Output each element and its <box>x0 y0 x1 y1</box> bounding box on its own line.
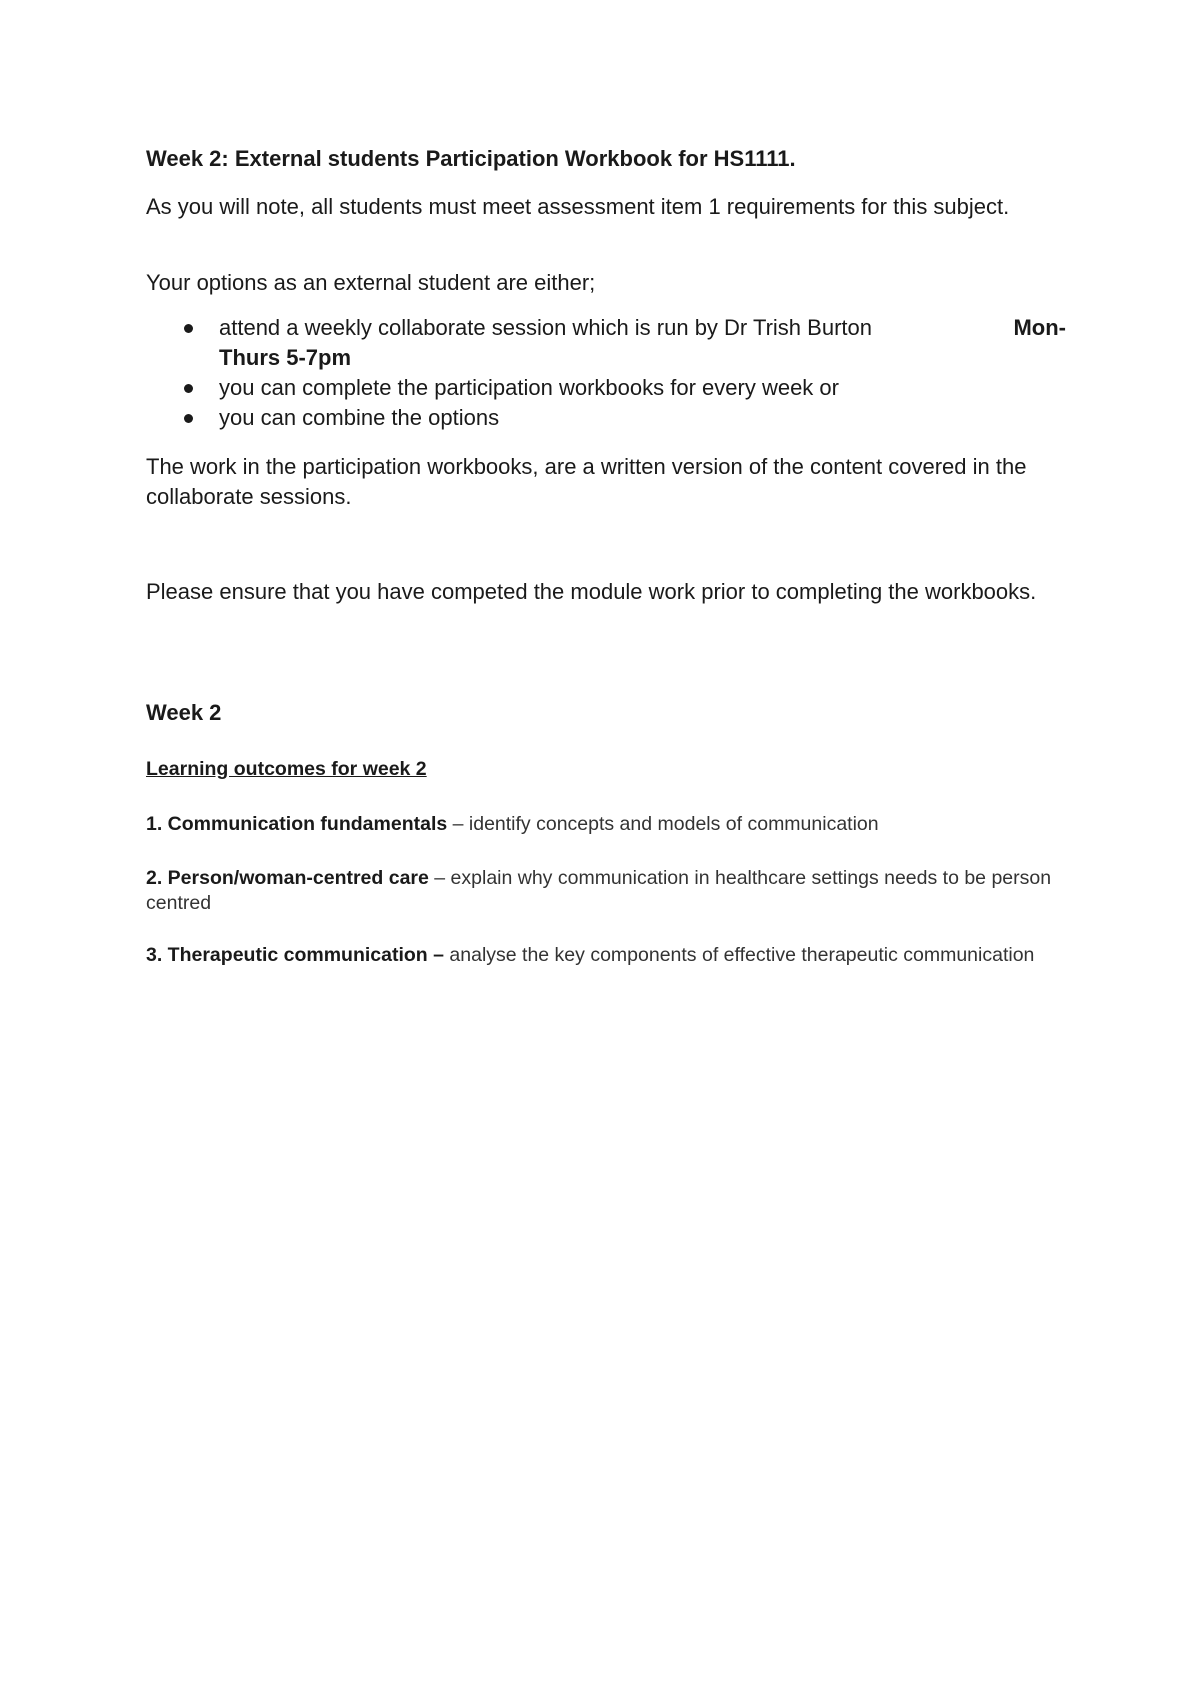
outcome-description: analyse the key components of effective therapeutic communication <box>449 944 1035 966</box>
list-item <box>146 403 1066 433</box>
outcome-description: identify concepts and models of communication <box>468 813 879 835</box>
bullet-icon <box>184 384 193 393</box>
week-heading: Week 2 <box>146 700 222 725</box>
list-item <box>146 313 1066 373</box>
option-text: attend a weekly collaborate session which is run by Dr Trish Burton <box>219 315 872 340</box>
learning-outcome-item <box>146 943 1066 968</box>
outcome-description: explain why communication in healthcare settings needs to be person centred <box>146 867 1052 914</box>
outcome-label: 1. Communication fundamentals <box>146 813 448 835</box>
options-lead-paragraph: Your options as an external student are either; <box>146 270 596 295</box>
bullet-icon <box>184 414 193 423</box>
outcome-separator: – <box>428 867 451 889</box>
schedule-text-continued: Thurs 5-7pm <box>219 345 352 370</box>
outcome-separator: – <box>447 813 469 835</box>
learning-outcomes-heading: Learning outcomes for week 2 <box>146 758 427 780</box>
option-text: you can combine the options <box>219 405 500 430</box>
list-item <box>146 373 1066 403</box>
intro-paragraph: As you will note, all students must meet assessment item 1 requirements for this subject. <box>146 194 1010 219</box>
ensure-paragraph: Please ensure that you have competed the module work prior to completing the workbooks. <box>146 579 1037 604</box>
outcome-label: 2. Person/woman-centred care <box>146 867 429 889</box>
learning-outcome-item <box>146 812 1066 837</box>
learning-outcome-item <box>146 866 1066 916</box>
option-text: you can complete the participation workbooks for every week or <box>219 375 839 400</box>
options-list <box>146 313 1066 433</box>
bullet-icon <box>184 324 193 333</box>
outcome-label: 3. Therapeutic communication – <box>146 944 444 966</box>
workbook-note-paragraph: The work in the participation workbooks, are a written version of the content covered in the collaborate sessions. <box>146 454 1027 509</box>
schedule-text: Mon- <box>1013 315 1066 340</box>
document-title: Week 2: External students Participation Workbook for HS1111. <box>146 146 796 171</box>
